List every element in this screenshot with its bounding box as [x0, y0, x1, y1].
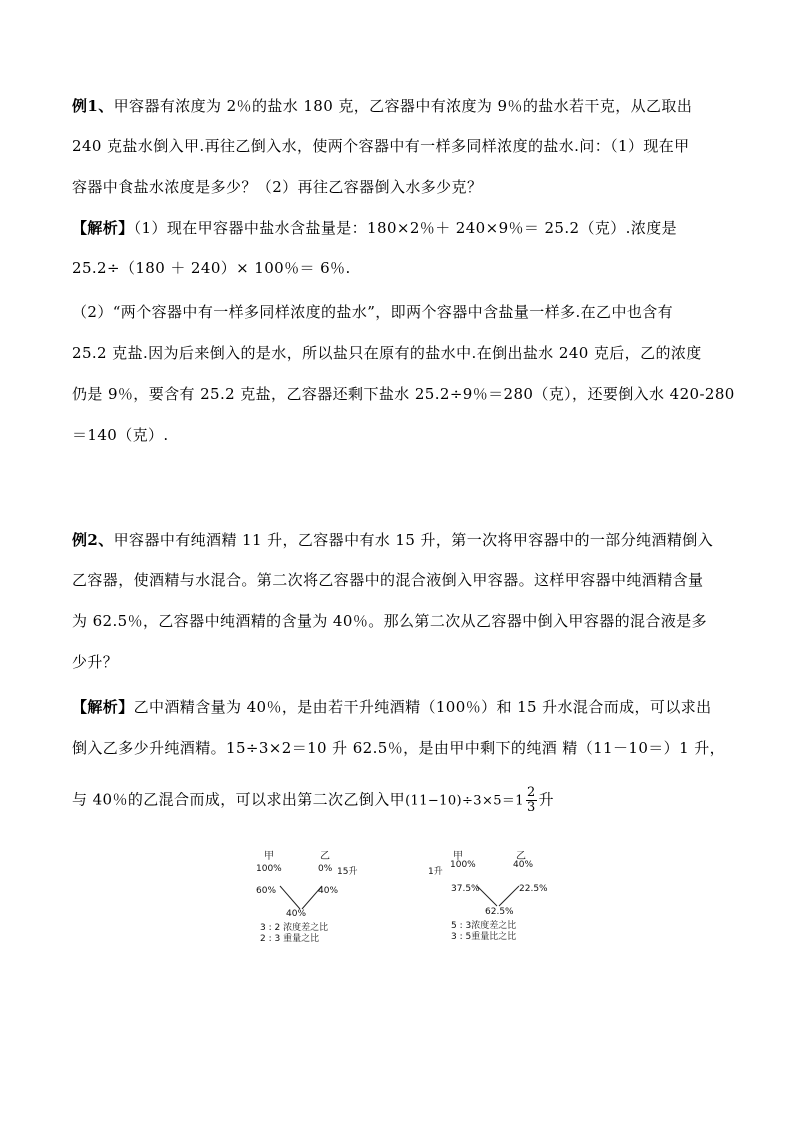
diagram2-jia-concentration: 100%: [450, 860, 476, 870]
diagram2-mix: 62.5%: [485, 907, 514, 917]
ex1-solution-line5: 仍是 9％，要含有 25.2 克盐，乙容器还剩下盐水 25.2÷9％＝280（克），还要倒入水 420-280: [72, 385, 735, 403]
ex2-solution-line3: [72, 786, 726, 815]
ex2-line3: 为 62.5％，乙容器中纯酒精的含量为 40％。那么第二次从乙容器中倒入甲容器的混合液是多: [72, 612, 708, 630]
ex2-label: 例2、: [72, 531, 114, 549]
ex1-solution-text-1: （1）现在甲容器中盐水含盐量是：180×2％＋ 240×9％＝ 25.2（克）.浓度是: [133, 219, 678, 237]
ex1-solution-line1: [72, 218, 726, 238]
ex1-solution-line6: ＝140（克）.: [72, 426, 169, 444]
diagram1-right-diff: 40%: [318, 886, 339, 896]
ex1-line2: 240 克盐水倒入甲.再往乙倒入水，使两个容器中有一样多同样浓度的盐水.问：（1）现在甲: [72, 137, 690, 155]
ex2-line2: 乙容器，使酒精与水混合。第二次将乙容器中的混合液倒入甲容器。这样甲容器中纯酒精含量: [72, 571, 704, 589]
ex1-line3: 容器中食盐水浓度是多少？（2）再往乙容器倒入水多少克？: [72, 178, 483, 196]
ex2-unit: 升: [538, 790, 555, 809]
diagram2-yi: 乙: [516, 851, 526, 862]
diagram2-right-diff: 22.5%: [519, 884, 548, 894]
ex2-formula: (11−10)÷3×5＝1: [405, 793, 524, 809]
diagram2-left-diff: 37.5%: [451, 884, 480, 894]
diagram1-yi: 乙: [320, 851, 330, 862]
ex1-line1: [72, 96, 726, 116]
ex1-text-1: 甲容器有浓度为 2％的盐水 180 克，乙容器中有浓度为 9％的盐水若干克，从乙取出: [113, 97, 693, 115]
ex1-solution-line4: 25.2 克盐.因为后来倒入的是水，所以盐只在原有的盐水中.在倒出盐水 240 克后，乙的浓度: [72, 344, 702, 362]
diagram1-yi-amount: 15升: [337, 867, 358, 877]
diagram1-yi-concentration: 0%: [318, 864, 333, 874]
ex2-solution-line2: 倒入乙多少升纯酒精。15÷3×2＝10 升 62.5％，是由甲中剩下的纯酒 精（11－10＝）1 升，: [72, 739, 725, 757]
diagram2-yi-concentration: 40%: [513, 860, 534, 870]
diagram2-ratio2: 3 : 5重量比之比: [451, 932, 517, 942]
diagram1-jia: 甲: [264, 851, 274, 862]
ex1-solution-line3: （2）“两个容器中有一样多同样浓度的盐水”，即两个容器中含盐量一样多.在乙中也含有: [72, 303, 674, 321]
ex1-solution-line2: 25.2÷（180 ＋ 240）× 100％＝ 6％.: [72, 259, 351, 277]
ex2-solution-label: 【解析】: [72, 698, 134, 716]
diagram1-mix: 40%: [286, 909, 307, 919]
diagram1-left-diff: 60%: [256, 886, 277, 896]
diagram2-jia-amount: 1升: [428, 867, 443, 877]
ex2-text-1: 甲容器中有纯酒精 11 升，乙容器中有水 15 升，第一次将甲容器中的一部分纯酒精倒入: [113, 531, 714, 549]
diagram1-ratio1: 3 : 2 浓度差之比: [260, 923, 329, 933]
diagram1-ratio2: 2 : 3 重量之比: [260, 934, 320, 944]
fraction-numerator: 2: [526, 785, 536, 800]
ex2-solution-line1: [72, 697, 726, 717]
ex2-solution-text-3: 与 40％的乙混合而成，可以求出第二次乙倒入甲: [72, 790, 406, 809]
fraction-two-thirds: [526, 786, 537, 815]
ex2-line4: 少升？: [72, 653, 119, 671]
diagram2-jia: 甲: [453, 851, 463, 862]
cross-diagram-1: [250, 842, 370, 952]
ex2-solution-text-1: 乙中酒精含量为 40％，是由若干升纯酒精（100％）和 15 升水混合而成，可以求出: [133, 698, 712, 716]
ex1-label: 例1、: [72, 97, 114, 115]
cross-diagram-2: [425, 842, 565, 952]
diagram2-ratio1: 5 : 3浓度差之比: [451, 921, 517, 931]
diagram1-jia-concentration: 100%: [256, 864, 282, 874]
ex1-solution-label: 【解析】: [72, 219, 134, 237]
ex2-line1: [72, 530, 726, 550]
fraction-denominator: 3: [526, 800, 536, 815]
